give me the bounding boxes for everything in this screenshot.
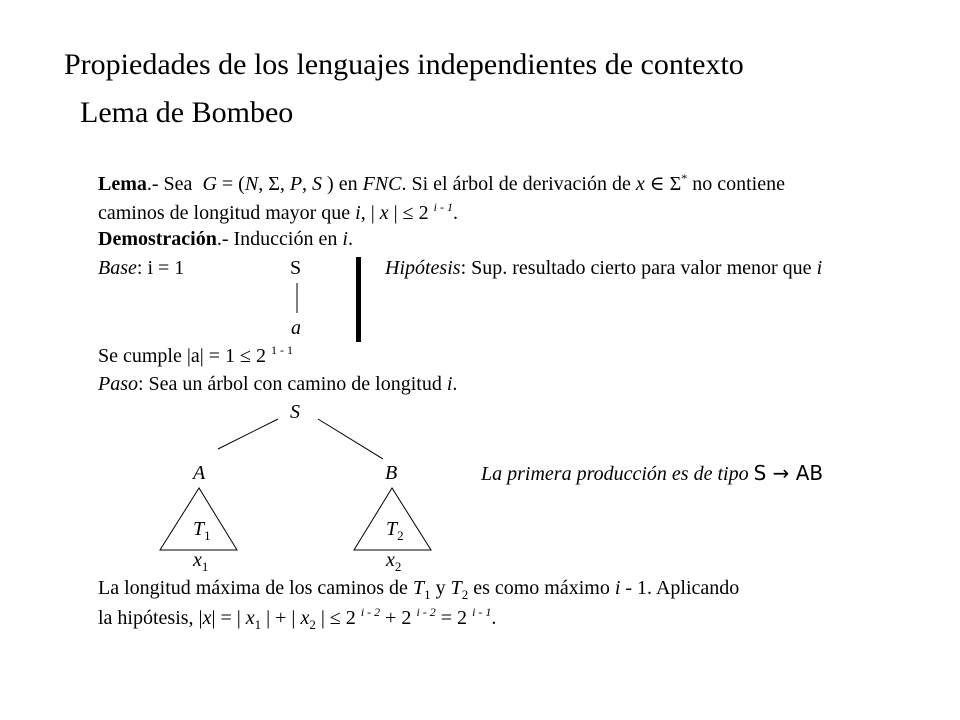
conclusion-line-2: la hipótesis, |x| = | $x_1$ | + | $x_2$ | ≤ 2 $^{i - 2}$ + 2 $^{i - 2}$ = 2 $^{i - 1}$.: [98, 605, 497, 632]
paso-line: Paso: Sea un árbol con camino de longitud i.: [98, 373, 458, 395]
tree-node-a: A: [193, 462, 206, 484]
subtree-t1-triangle: [160, 488, 237, 550]
page-subtitle: Lema de Bombeo: [80, 96, 294, 129]
hipotesis-line: Hipótesis: Sup. resultado cierto para valor menor que i: [385, 257, 823, 279]
se-cumple-line: Se cumple |a| = 1 ≤ 2 $^{1 - 1}$: [98, 343, 294, 367]
production-text: La primera producción es de tipo S → AB: [481, 461, 824, 485]
base-label: Base: [98, 257, 137, 279]
paso-label: Paso: [98, 373, 138, 395]
subtree-t2-label: $T_2$: [386, 518, 404, 543]
tree-node-b: B: [385, 462, 398, 484]
separator-bar: [356, 257, 361, 342]
subtree-x2-label: $x_2$: [386, 549, 402, 574]
base-tree-root: S: [290, 257, 302, 279]
edge-s-to-b: [318, 419, 383, 459]
conclusion-line-1: La longitud máxima de los caminos de $T_1$ y $T_2$ es como máximo i - 1. Aplicando: [98, 577, 740, 602]
subtree-t1-label: $T_1$: [193, 518, 211, 543]
demostracion-line: Demostración.- Inducción en i.: [98, 228, 353, 250]
base-tree-leaf: a: [291, 317, 301, 339]
lema-line-2: caminos de longitud mayor que i, | x | ≤ 2 $^{i - 1}$.: [98, 200, 458, 224]
tree-root-s: S: [290, 401, 300, 423]
lema-line-1: Lema.- Sea G = (N, Σ, P, S ) en FNC. Si el árbol de derivación de x ∈ Σ* no contiene: [98, 171, 785, 195]
demostracion-label: Demostración: [98, 228, 217, 250]
page-title: Propiedades de los lenguajes independientes de contexto: [64, 48, 744, 81]
subtree-t2-triangle: [354, 488, 431, 550]
subtree-x1-label: $x_1$: [193, 549, 209, 574]
edge-s-to-a: [218, 419, 278, 449]
base-line: Base: i = 1: [98, 257, 185, 279]
hipotesis-label: Hipótesis: [385, 257, 461, 279]
lema-label: Lema: [98, 173, 147, 195]
